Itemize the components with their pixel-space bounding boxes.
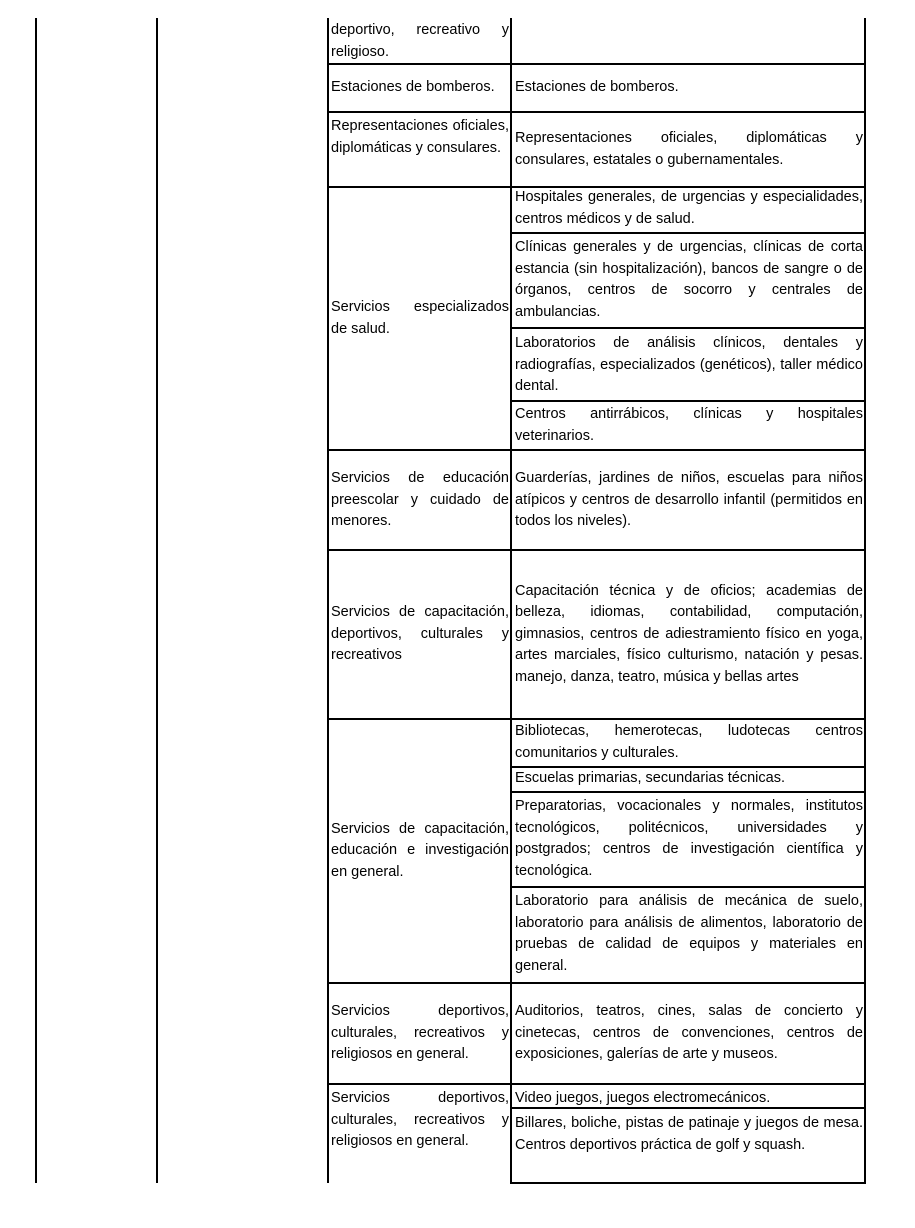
table-cell-category: Servicios especializados de salud. [331,299,509,337]
table-cell-category: Servicios deportivos, culturales, recreativos y religiosos en general. [331,1003,509,1063]
subrow-divider [510,886,866,888]
row-divider [327,1083,866,1085]
subrow-divider [510,791,866,793]
table-cell-category: Servicios de capacitación, educación e investigación en general. [331,820,509,880]
table-cell-use: Representaciones oficiales, diplomáticas y consulares, estatales o gubernamentales. [515,130,863,168]
table-cell-use: Video juegos, juegos electromecánicos. [515,1090,771,1106]
row-divider [327,449,866,451]
subrow-divider [510,400,866,402]
table-cell-use: Auditorios, teatros, cines, salas de concierto y cinetecas, centros de convenciones, centros de exposiciones, galerías de arte y museos. [515,1003,863,1063]
column-divider-1 [156,18,158,1183]
table-cell-use: Laboratorios de análisis clínicos, dentales y radiografías, especializados (genéticos), taller médico dental. [515,335,863,394]
table-cell-category: deportivo, recreativo y religioso. [331,22,509,60]
table-cell-use: Capacitación técnica y de oficios; academias de belleza, idiomas, contabilidad, computación, gimnasios, centros de adiestramiento físico en yoga, artes marciales, físico culturismo, natación y pesas. manejo, danza, teatro, música y bellas artes [515,582,863,685]
table-cell-category: Servicios de educación preescolar y cuidado de menores. [331,470,509,529]
table-cell-use: Hospitales generales, de urgencias y especialidades, centros médicos y de salud. [515,189,863,227]
subrow-divider [510,232,866,234]
table-cell-use: Centros antirrábicos, clínicas y hospitales veterinarios. [515,406,863,444]
table-cell-use: Estaciones de bomberos. [515,79,679,96]
row-divider [510,1182,866,1184]
table-cell-use: Billares, boliche, pistas de patinaje y juegos de mesa. Centros deportivos práctica de golf y squash. [515,1115,863,1153]
table-cell-use: Laboratorio para análisis de mecánica de suelo, laboratorio para análisis de alimentos, laboratorio de pruebas de calidad de equipos y materiales en general. [515,893,863,974]
table-cell-use: Bibliotecas, hemerotecas, ludotecas centros comunitarios y culturales. [515,723,863,761]
subrow-divider [510,327,866,329]
table-cell-category: Estaciones de bomberos. [331,79,495,96]
table-cell-category: Representaciones oficiales, diplomáticas y consulares. [331,118,509,156]
table-cell-use: Escuelas primarias, secundarias técnicas. [515,770,785,786]
table-cell-category: Servicios deportivos, culturales, recreativos y religiosos en general. [331,1090,509,1149]
table-cell-use: Guarderías, jardines de niños, escuelas para niños atípicos y centros de desarrollo infantil (permitidos en todos los niveles). [515,470,863,529]
table-border-left [35,18,37,1183]
table-cell-use: Clínicas generales y de urgencias, clínicas de corta estancia (sin hospitalización), bancos de sangre o de órganos, centros de socorro y centrales de ambulancias. [515,239,863,320]
table-cell-use: Preparatorias, vocacionales y normales, institutos tecnológicos, politécnicos, universidades y postgrados; centros de investigación científica y tecnológica. [515,798,863,879]
table-cell-category: Servicios de capacitación, deportivos, culturales y recreativos [331,604,509,664]
